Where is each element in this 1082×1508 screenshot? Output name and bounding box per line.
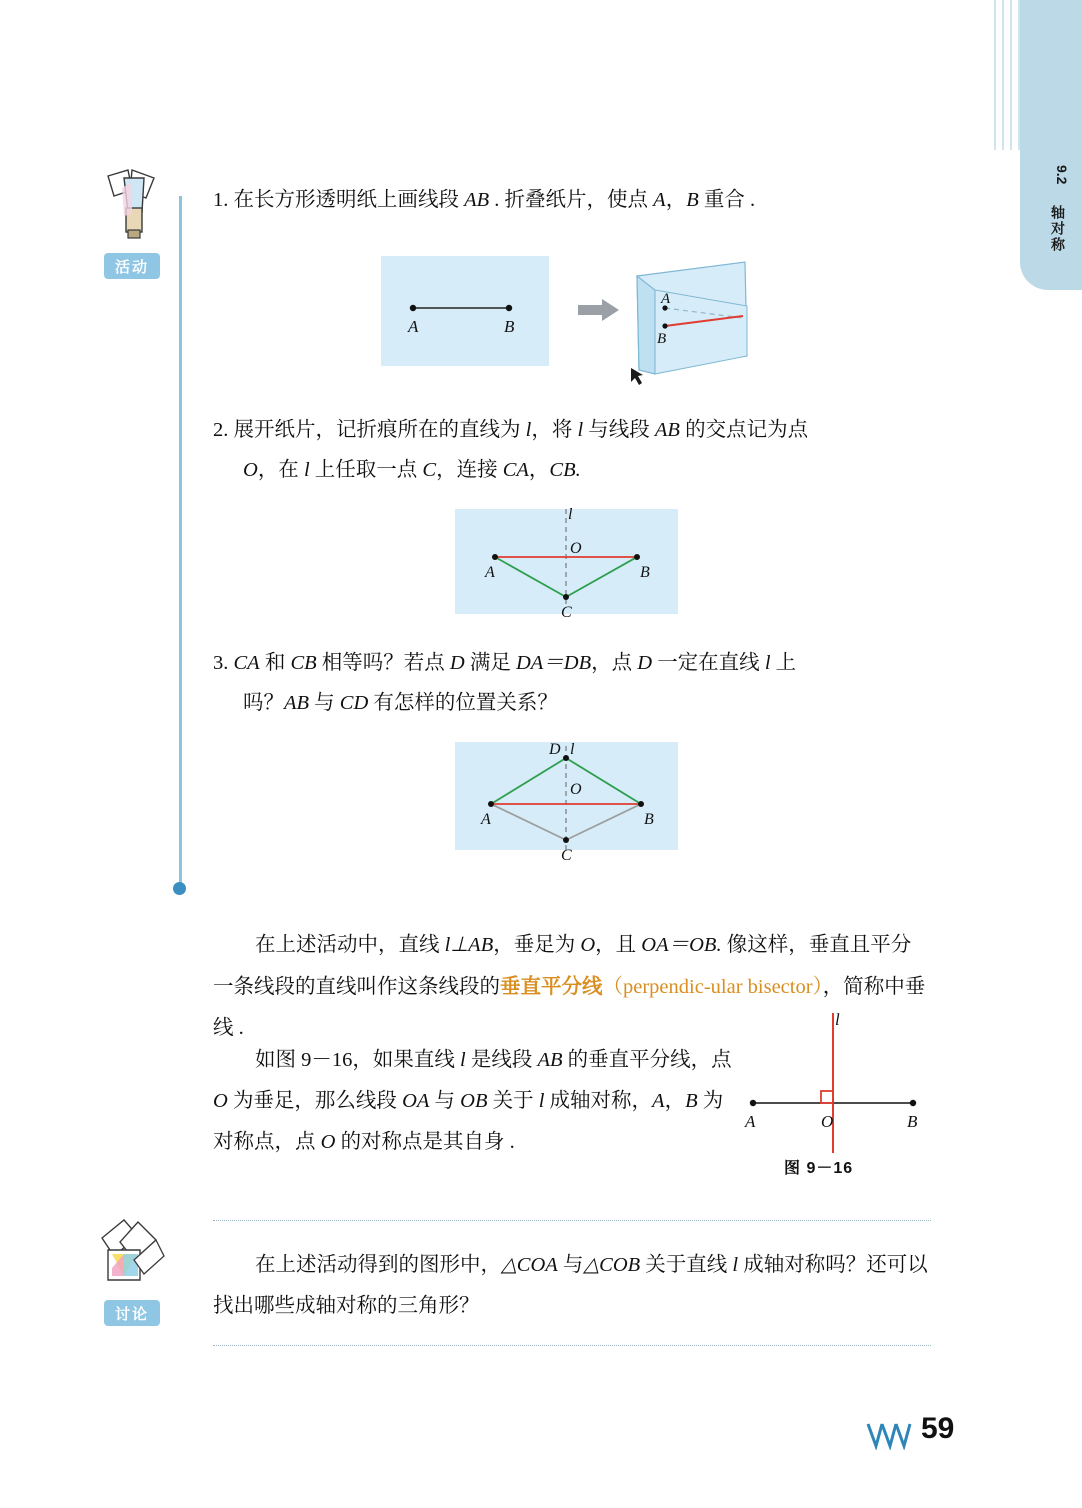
step-1-text-b: . 折叠纸片，使点 [489, 189, 654, 211]
step-3-text-c: 满足 [464, 652, 516, 674]
svg-text:D: D [549, 741, 561, 758]
step-1-index: 1. [213, 189, 229, 211]
step-1-math-a: A [653, 189, 666, 211]
svg-text:O: O [570, 781, 582, 798]
step-3-text-d: ，点 [591, 652, 638, 674]
key-term-english-2: ular bisector） [710, 976, 823, 998]
figure-2-drawing [455, 495, 678, 630]
page-number: 59 [921, 1412, 955, 1445]
discuss-text-d: 成轴对 [738, 1254, 805, 1276]
step-3-text-e: 一定在直线 [652, 652, 765, 674]
ref-text-b: ，如果直线 [352, 1049, 460, 1071]
step-2-math-ab: AB [654, 419, 680, 441]
svg-text:B: B [657, 331, 667, 347]
step-2-math-c: C [422, 459, 437, 481]
key-term-perpendicular-bisector: 垂直平分线 [500, 975, 603, 998]
def-text-a: 在上述活动中，直线 [255, 934, 445, 956]
activity-badge: 活动 [104, 253, 160, 279]
ref-math-l: l [460, 1049, 466, 1071]
discuss-math-cob: △COB [583, 1254, 641, 1276]
step-3-text-b: 相等吗？若点 [316, 652, 450, 674]
ref-math-b: B [685, 1090, 698, 1112]
def-text-line2: 垂直且平分一条线段的直线叫作这条线段的 [213, 934, 912, 998]
discuss-text-b: 与 [557, 1254, 584, 1276]
step-2-math-l3: l [303, 459, 310, 481]
ref-math-a: A [652, 1090, 665, 1112]
step-3-math-cb: CB [290, 652, 317, 674]
step-2-text-c: 与线段 [583, 419, 655, 441]
step-2-math-o: O [243, 459, 258, 481]
ref-math-ob: OB [460, 1090, 488, 1112]
activity-icon [98, 168, 174, 246]
figure-1-segment-group [381, 256, 549, 386]
discuss-paragraph [213, 1245, 928, 1327]
footer-logo-icon [866, 1420, 914, 1450]
def-text-line3: ，简称中垂线 . [213, 976, 926, 1039]
activity-step-3 [213, 643, 933, 723]
step-2-math-l2: l [577, 419, 584, 441]
svg-text:B: B [644, 811, 654, 828]
def-math-oaob: OA＝OB. [641, 934, 722, 956]
def-math-lab: l⊥AB [444, 934, 494, 956]
step-3-math-ca: CA [233, 652, 260, 674]
activity-step-2 [213, 410, 933, 490]
svg-text:C: C [561, 847, 572, 864]
def-text-c: ，且 [595, 934, 642, 956]
figure-1-folded-sheet [625, 248, 770, 388]
step-2-math-ca: CA [502, 459, 529, 481]
figure-9-16-caption: 图 9－16 [784, 1160, 854, 1177]
step-3-math-cd: CD [339, 692, 369, 714]
svg-text:A: A [745, 1112, 756, 1131]
step-3-text-h: 与 [309, 692, 340, 714]
key-term-english-1: （perpendic- [602, 976, 711, 998]
side-tab-chapter-title: 轴对称 [1050, 205, 1066, 253]
ref-text-k: ， [664, 1090, 686, 1112]
ref-math-o2: O [320, 1131, 336, 1153]
step-2-text-g: ，连接 [436, 459, 503, 481]
step-1-text-c: ， [665, 189, 687, 211]
def-math-o: O [580, 934, 596, 956]
step-1-math-ab: AB [464, 189, 490, 211]
step-1-text-d: 重合 . [698, 189, 756, 211]
step-3-math-d: D [449, 652, 465, 674]
ref-text-e: 线，点 [670, 1049, 732, 1071]
step-3-text-g: 吗？ [243, 692, 284, 714]
svg-text:O: O [821, 1112, 834, 1131]
ref-math-o: O [213, 1090, 228, 1112]
step-2-text-h: ， [528, 459, 550, 481]
ref-text-i: 成轴对 [544, 1090, 612, 1112]
ref-text-h: 关于 [487, 1090, 539, 1112]
step-2-text-b: ，将 [531, 419, 578, 441]
ref-text-c: 是线段 [465, 1049, 538, 1071]
discuss-divider-top [213, 1220, 931, 1221]
svg-text:l: l [570, 741, 575, 758]
figure-3-drawing [455, 728, 678, 868]
discuss-text-a: 在上述活动得到的图形中， [255, 1254, 501, 1276]
svg-text:A: A [485, 564, 495, 581]
step-2-index: 2. [213, 419, 229, 441]
activity-rail [179, 196, 182, 892]
figure-reference-paragraph [213, 1040, 733, 1163]
ref-text-l: 为对称点，点 [213, 1090, 724, 1153]
step-3-math-d2: D [637, 652, 653, 674]
side-tab-chapter-number: 9.2 [1054, 165, 1070, 185]
ref-fig-number: 9－16 [301, 1049, 353, 1071]
figure-9-16-drawing [735, 1005, 935, 1165]
activity-step-1 [213, 180, 933, 220]
step-2-text-f: 上任取一点 [309, 459, 423, 481]
step-2-text-d: 的交点记为点 [679, 419, 809, 441]
step-2-text-a: 展开纸片，记折痕所在的直线为 [233, 419, 526, 441]
svg-text:l: l [568, 506, 573, 523]
svg-text:B: B [640, 564, 650, 581]
step-2-math-cb: CB. [549, 459, 581, 481]
step-3-index: 3. [213, 652, 229, 674]
ref-text-g: 与 [429, 1090, 461, 1112]
ref-text-m: 的对称点是其自身 . [335, 1131, 515, 1153]
step-3-math-l: l [764, 652, 771, 674]
discuss-badge: 讨论 [104, 1300, 160, 1326]
discuss-divider-bottom [213, 1345, 931, 1346]
step-3-math-ab: AB [284, 692, 310, 714]
discuss-math-l: l [732, 1254, 739, 1276]
svg-text:l: l [835, 1010, 840, 1029]
svg-text:B: B [504, 317, 515, 336]
def-text-b: ，垂足为 [493, 934, 581, 956]
figure-1-arrow-icon [578, 298, 620, 322]
step-2-text-e: ，在 [257, 459, 304, 481]
step-1-math-b: B [686, 189, 699, 211]
step-3-text-i: 有怎样的位置关系？ [368, 692, 558, 714]
ref-text-f: 为垂足，那么线段 [227, 1090, 403, 1112]
svg-text:A: A [408, 317, 419, 336]
step-1-text-a: 在长方形透明纸上画线段 [233, 189, 465, 211]
step-3-math-dadb: DA＝DB [515, 652, 592, 674]
svg-text:A: A [481, 811, 491, 828]
ref-math-oa: OA [402, 1090, 430, 1112]
ref-text-j: 称， [611, 1090, 653, 1112]
ref-text-d: 的垂直平分 [562, 1049, 671, 1071]
discuss-math-coa: △COA [501, 1254, 558, 1276]
step-3-text-a: 和 [259, 652, 291, 674]
discuss-icon [94, 1216, 176, 1296]
step-2-math-l1: l [525, 419, 532, 441]
svg-text:A: A [661, 291, 671, 307]
step-3-text-f: 上 [770, 652, 797, 674]
ref-text-a: 如图 [255, 1049, 302, 1071]
svg-text:B: B [907, 1112, 918, 1131]
def-text-d: 像这样， [721, 934, 809, 956]
ref-math-ab: AB [537, 1049, 563, 1071]
svg-text:C: C [561, 604, 572, 621]
discuss-text-line2: 称吗？还可以找出哪些成轴对称的三角形？ [213, 1254, 928, 1317]
ref-math-l2: l [538, 1090, 545, 1112]
activity-rail-end-dot [173, 882, 186, 895]
discuss-text-c: 关于直线 [640, 1254, 733, 1276]
svg-text:O: O [570, 540, 582, 557]
